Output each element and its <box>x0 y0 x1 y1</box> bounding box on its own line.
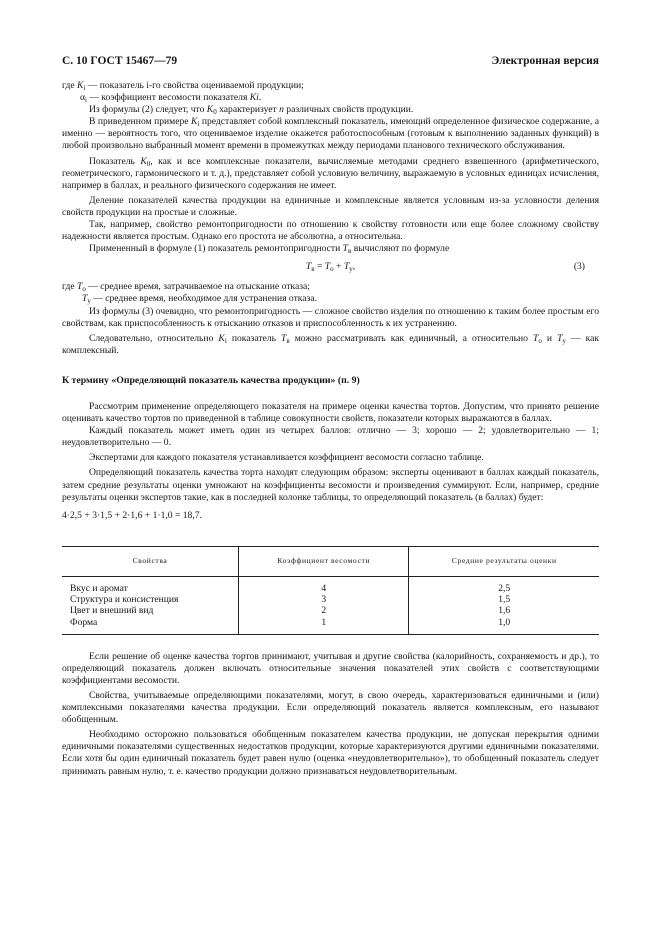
column-header-properties: Свойства <box>62 546 239 576</box>
table-cell-property: Структура и консистенция <box>70 594 179 606</box>
section-paragraph-weights: Экспертами для каждого показателя устанавливается коэффициент весомости согласно таблице. <box>89 452 484 464</box>
table-cell-weight: 3 <box>239 594 409 605</box>
paragraph-formula1-ref: Примененный в формуле (1) показатель ремонтопригодности $T_в$ вычисляют по формуле <box>89 243 450 256</box>
paragraph-formula2: Из формулы (2) следует, что $K_0$ характеризует n различных свойств продукции. <box>89 104 414 117</box>
table-cell-property: Вкус и аромат <box>70 582 128 594</box>
table-cell-property: Форма <box>62 617 239 635</box>
where-ty-definition: $T_у$ — среднее время, необходимое для устранения отказа. <box>82 293 317 306</box>
section-paragraph-intro: Рассмотрим применение определяющего показателя на примере оценки качества тортов. Допустим, что принято решение оценивать качество тортов по приведенной в таблице совокупности свойств, показатели которых выражаются в баллах. <box>62 400 599 425</box>
table-cell-score: 2,5 <box>409 576 599 594</box>
table-cell-weight: 2 <box>239 605 409 616</box>
header-edition-label: Электронная версия <box>491 55 599 67</box>
formula-3-number: (3) <box>573 261 585 273</box>
table-cell-score: 1,0 <box>409 617 599 635</box>
where-to-definition: где $T_о$ — среднее время, затрачиваемое на отыскание отказа; <box>62 281 310 294</box>
section-title: К термину «Определяющий показатель качества продукции» (п. 9) <box>62 374 360 386</box>
where-ki-definition: где $K_i$ — показатель i-го свойства оцениваемой продукции; <box>62 80 304 92</box>
header-standard-code: С. 10 ГОСТ 15467—79 <box>62 55 178 67</box>
alpha-definition: $\alpha_i$ — коэффициент весомости показателя Ki. <box>80 92 262 105</box>
formula-3 <box>62 261 599 277</box>
column-header-weight: Коэффициент весомости <box>239 546 409 576</box>
section-paragraph-scores: Каждый показатель может иметь один из четырех баллов: отлично — 3; хорошо — 2; удовлетворительно — 1; неудовлетворительно — 0. <box>62 425 599 449</box>
closing-paragraph-other-properties: Если решение об оценке качества тортов принимают, учитывая и другие свойства (калорийность, сохраняемость и др.), то определяющий показатель должен включать относительные значения показателей этих свойств с соответствующими коэффициентами весомости. <box>62 650 599 686</box>
paragraph-relative: Следовательно, относительно $K_i$ показатель $T_в$ можно рассматривать как единичный, а относительно $T_о$ и $T_у$ — как комплексный. <box>62 332 600 356</box>
table-cell-weight: 4 <box>239 576 409 594</box>
table-row <box>62 605 599 616</box>
table-row <box>62 594 599 605</box>
column-header-average-score: Средние результаты оценки <box>409 546 599 576</box>
closing-paragraph-generalized: Свойства, учитываемые определяющими показателями, могут, в свою очередь, характеризоваться единичными и (или) комплексными показателями качества продукции. Если определяющий показатель является комплексным, его называют обобщенным. <box>62 690 599 726</box>
table-cell-score: 1,6 <box>409 605 599 616</box>
closing-paragraph-caution: Необходимо осторожно пользоваться обобщенным показателем качества продукции, не допуская перекрытия одними единичными показателями существенных недостатков продукции, которые характеризуются другими единичными показателями. Если хотя бы один единичный показатель будет равен нулю (оценка «неудовлетворительно»), то обобщенный показатель следует принимать равным нулю, т. е. качество продукции должно признаваться неудовлетворительным. <box>62 729 599 777</box>
table-cell-property: Цвет и внешний вид <box>70 605 154 617</box>
table-row <box>62 576 599 594</box>
section-paragraph-method: Определяющий показатель качества торта находят следующим образом: эксперты оценивают в баллах каждый показатель, затем средние результаты оценки умножают на коэффициенты весомости и произведения суммируют. Если, например, средние результаты оценки экспертов такие, как в последней колонке таблицы, то определяющий показатель (в баллах) будет: <box>62 467 599 503</box>
paragraph-k0: Показатель $K_0$, как и все комплексные показатели, вычисляемые методами среднего взвешенного (арифметического, геометрического, гармонического и т. д.), представляет собой условную величину, выражаемую в условных единицах исчисления, например в баллах, и реального физического содержания не имеет. <box>62 155 600 191</box>
formula-3-expression: $T_в = T_о + T_у$, <box>305 261 356 274</box>
table-header-row <box>62 546 599 576</box>
table-cell-weight: 1 <box>239 617 409 635</box>
paragraph-repairability: Так, например, свойство ремонтопригодности по отношению к свойству готовности или еще более сложному свойству надежности является простым. Однако его простота не абсолютна, а относительна. <box>62 219 599 243</box>
table-row <box>62 617 599 635</box>
calculation-line: 4·2,5 + 3·1,5 + 2·1,6 + 1·1,0 = 18,7. <box>62 509 202 521</box>
paragraph-formula3-conclusion: Из формулы (3) очевидно, что ремонтопригодность — сложное свойство изделия по отношению к таким более простым его свойствам, как приспособленность к отысканию отказов и приспособленность к их устранению. <box>62 305 599 329</box>
paragraph-example: В приведенном примере $K_i$ представляет собой комплексный показатель, имеющий определенное физическое содержание, а именно — вероятность того, что оцениваемое изделие окажется работоспособным (готовым к выполнению заданных функций) в любой произвольно выбранный момент времени в промежутках между периодами планового технического обслуживания. <box>62 116 600 152</box>
paragraph-division: Деление показателей качества продукции на единичные и комплексные является условным из-за условности деления свойств продукции на простые и сложные. <box>62 194 599 218</box>
document-body <box>62 80 599 778</box>
weights-table <box>62 546 599 635</box>
table-cell-score: 1,5 <box>409 594 599 605</box>
